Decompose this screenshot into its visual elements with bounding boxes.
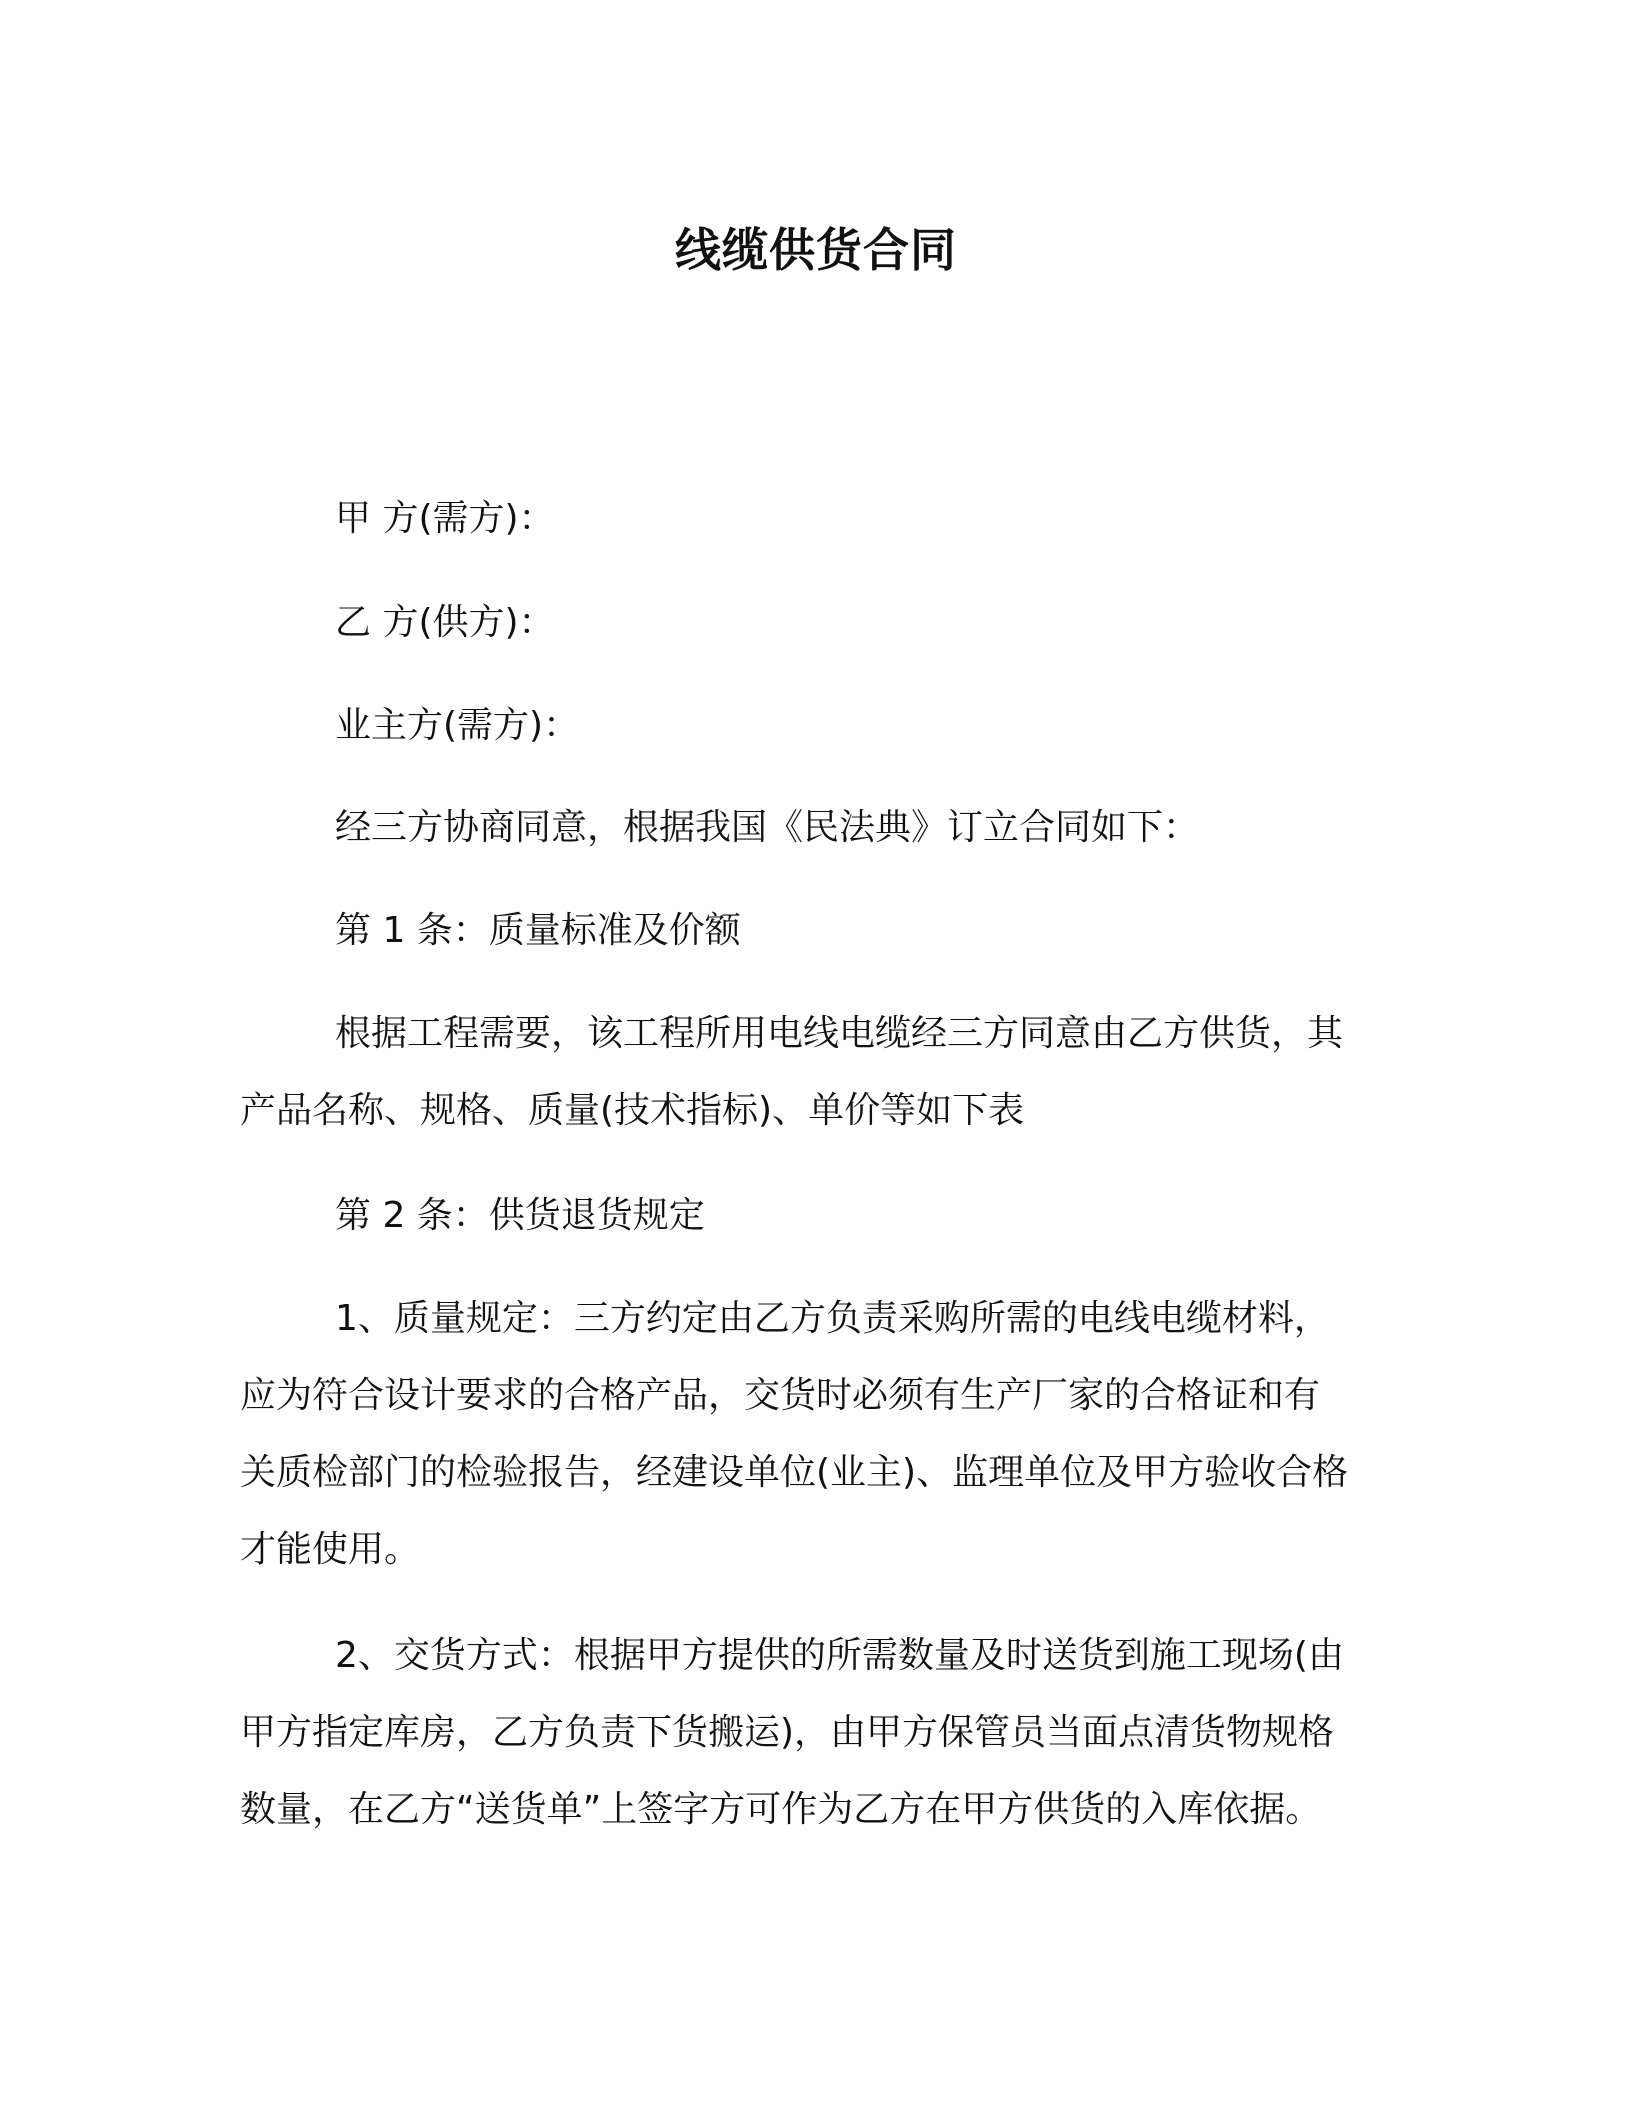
party-b-line: 乙 方(供方)： xyxy=(335,602,555,643)
article-1-paragraph-line: 根据工程需要，该工程所用电线电缆经三方同意由乙方供货，其 xyxy=(335,1013,1344,1054)
article-2-item-1-line: 应为符合设计要求的合格产品，交货时必须有生产厂家的合格证和有 xyxy=(240,1375,1321,1416)
article-2-item-1-line: 才能使用。 xyxy=(240,1529,421,1570)
article-1-paragraph-line: 产品名称、规格、质量(技术指标)、单价等如下表 xyxy=(240,1090,1025,1131)
article-1-heading: 第 1 条：质量标准及价额 xyxy=(335,910,741,951)
article-2-item-2-line: 2、交货方式：根据甲方提供的所需数量及时送货到施工现场(由 xyxy=(335,1635,1344,1676)
article-2-item-1-line: 1、质量规定：三方约定由乙方负责采购所需的电线电缆材料， xyxy=(335,1298,1330,1339)
intro-paragraph: 经三方协商同意，根据我国《民法典》订立合同如下： xyxy=(335,807,1200,848)
owner-party-line: 业主方(需方)： xyxy=(335,705,580,746)
article-2-item-1-line: 关质检部门的检验报告，经建设单位(业主)、监理单位及甲方验收合格 xyxy=(240,1452,1349,1493)
article-2-heading: 第 2 条：供货退货规定 xyxy=(335,1195,705,1236)
document-title: 线缆供货合同 xyxy=(675,223,957,277)
article-2-item-2-line: 甲方指定库房，乙方负责下货搬运)，由甲方保管员当面点清货物规格 xyxy=(240,1712,1335,1753)
party-a-line: 甲 方(需方)： xyxy=(335,498,555,539)
article-2-item-2-line: 数量，在乙方“送货单”上签字方可作为乙方在甲方供货的入库依据。 xyxy=(240,1789,1322,1830)
